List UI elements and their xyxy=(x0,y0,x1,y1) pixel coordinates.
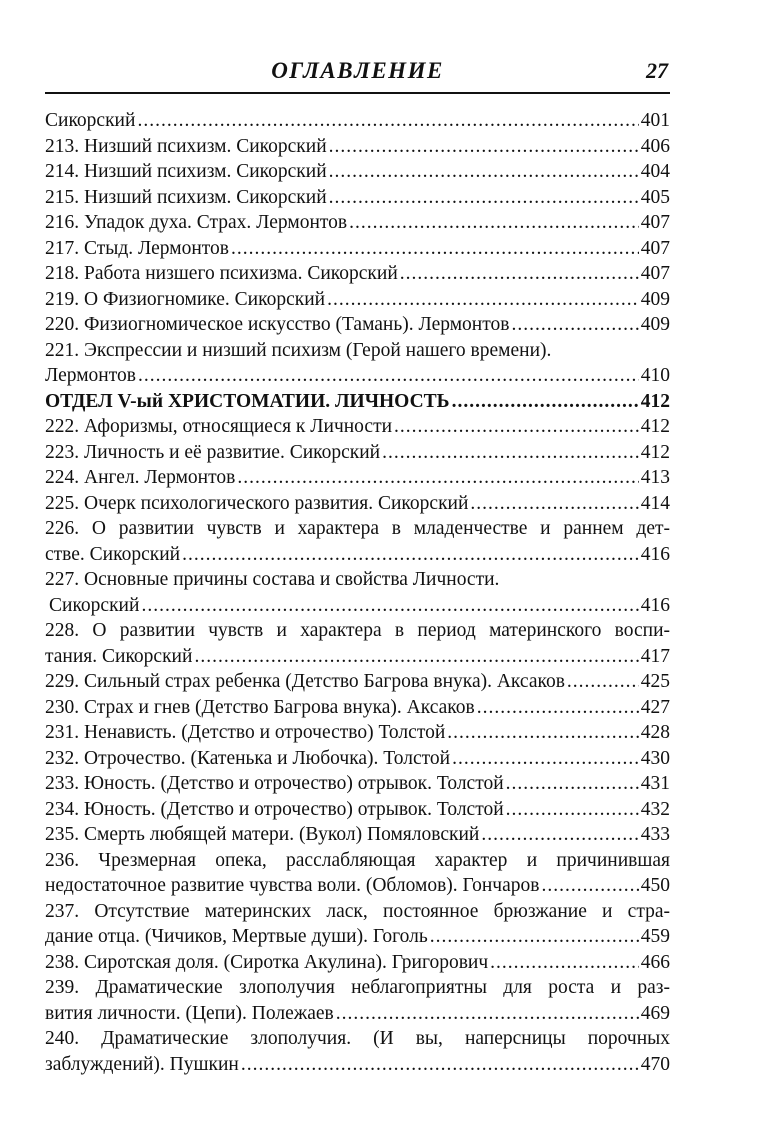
toc-entry-text: 230. Страх и гнев (Детство Багрова внука). Аксаков xyxy=(45,696,475,718)
page-number: 27 xyxy=(646,58,668,83)
toc-entry xyxy=(45,720,670,746)
toc-page-number: 412 xyxy=(640,390,670,412)
toc-entry-text: ОТДЕЛ V-ый ХРИСТОМАТИИ. ЛИЧНОСТЬ xyxy=(45,390,450,412)
toc-entry xyxy=(45,134,670,160)
toc-entry-text: 226. О развитии чувств и характера в младенчестве и раннем дет- xyxy=(45,518,670,539)
toc-entry xyxy=(45,848,670,874)
toc-entry xyxy=(45,899,670,925)
toc-entry xyxy=(45,516,670,542)
toc-entry xyxy=(45,746,670,772)
dot-leader xyxy=(477,695,639,721)
toc-entry-text: 228. О развитии чувств и характера в период материнского воспи- xyxy=(45,620,670,641)
toc-entry xyxy=(45,644,670,670)
toc-entry-text: стве. Сикорский xyxy=(45,543,181,565)
toc-page-number: 466 xyxy=(640,951,670,973)
toc-entry-text: 215. Низший психизм. Сикорский xyxy=(45,186,327,208)
toc-page-number: 406 xyxy=(640,135,670,157)
table-of-contents xyxy=(45,108,670,1077)
dot-leader xyxy=(182,542,639,568)
dot-leader xyxy=(506,771,639,797)
toc-entry-text: 238. Сиротская доля. (Сиротка Акулина). Григорович xyxy=(45,951,489,973)
toc-page-number: 409 xyxy=(640,314,670,335)
toc-page-number: 450 xyxy=(640,875,670,896)
toc-page-number: 427 xyxy=(640,696,670,718)
dot-leader xyxy=(452,389,639,415)
toc-entry-text: 214. Низший психизм. Сикорский xyxy=(45,161,327,182)
toc-entry-text: недостаточное развитие чувства воли. (Обломов). Гончаров xyxy=(45,875,540,896)
toc-entry xyxy=(45,1001,670,1027)
dot-leader xyxy=(506,797,639,823)
toc-entry-text: 224. Ангел. Лермонтов xyxy=(45,467,236,488)
dot-leader xyxy=(400,261,639,287)
toc-entry xyxy=(45,210,670,236)
toc-entry xyxy=(45,1052,670,1078)
toc-entry-text: 232. Отрочество. (Катенька и Любочка). Толстой xyxy=(45,747,451,769)
toc-entry-text: 216. Упадок духа. Страх. Лермонтов xyxy=(45,212,348,233)
toc-page-number: 459 xyxy=(640,926,670,947)
toc-page-number: 469 xyxy=(640,1002,670,1024)
toc-entry-text: Сикорский xyxy=(45,110,136,131)
toc-entry-text: 233. Юность. (Детство и отрочество) отрывок. Толстой xyxy=(45,773,504,794)
toc-entry xyxy=(45,465,670,491)
dot-leader xyxy=(470,491,638,517)
dot-leader xyxy=(447,720,638,746)
toc-page-number: 409 xyxy=(640,288,670,310)
toc-entry-text: 217. Стыд. Лермонтов xyxy=(45,237,229,259)
dot-leader xyxy=(241,1052,639,1078)
toc-entry-text: 221. Экспрессии и низший психизм (Герой нашего времени). xyxy=(45,339,552,361)
toc-entry xyxy=(45,873,670,899)
dot-leader xyxy=(336,1001,639,1027)
header-rule xyxy=(45,92,670,94)
toc-page-number: 413 xyxy=(640,467,670,488)
toc-entry-text: 229. Сильный страх ребенка (Детство Багрова внука). Аксаков xyxy=(45,671,565,692)
toc-page-number: 433 xyxy=(640,824,670,845)
toc-page-number: 416 xyxy=(640,543,670,565)
toc-entry-text: Лермонтов xyxy=(45,365,136,386)
toc-entry-text: 231. Ненависть. (Детство и отрочество) Толстой xyxy=(45,722,446,743)
section-heading xyxy=(45,389,670,415)
toc-page-number: 428 xyxy=(640,722,670,743)
toc-entry xyxy=(45,567,670,593)
dot-leader xyxy=(349,210,639,236)
toc-entry xyxy=(45,950,670,976)
toc-entry xyxy=(45,159,670,185)
toc-entry-text: заблуждений). Пушкин xyxy=(45,1053,239,1075)
dot-leader xyxy=(194,644,638,670)
toc-page-number: 432 xyxy=(640,798,670,820)
toc-entry xyxy=(45,669,670,695)
dot-leader xyxy=(394,414,639,440)
toc-page-number: 431 xyxy=(640,773,670,794)
dot-leader xyxy=(329,159,639,185)
dot-leader xyxy=(327,287,639,313)
toc-entry xyxy=(45,924,670,950)
dot-leader xyxy=(567,669,639,695)
toc-page-number: 412 xyxy=(640,441,670,463)
toc-entry xyxy=(45,363,670,389)
toc-entry xyxy=(45,542,670,568)
toc-entry xyxy=(45,108,670,134)
toc-entry xyxy=(45,797,670,823)
toc-page-number: 425 xyxy=(640,671,670,692)
dot-leader xyxy=(237,465,638,491)
dot-leader xyxy=(138,363,639,389)
dot-leader xyxy=(231,236,639,262)
toc-entry xyxy=(45,771,670,797)
toc-entry xyxy=(45,618,670,644)
toc-page-number: 430 xyxy=(640,747,670,769)
toc-page-number: 407 xyxy=(640,263,670,284)
toc-entry xyxy=(45,287,670,313)
toc-entry-text: 213. Низший психизм. Сикорский xyxy=(45,135,327,157)
toc-entry xyxy=(45,185,670,211)
toc-entry-text: 240. Драматические злополучия. (И вы, наперсницы порочных xyxy=(45,1028,670,1049)
running-title: ОГЛАВЛЕНИЕ xyxy=(271,58,444,83)
toc-page-number: 407 xyxy=(640,212,670,233)
toc-entry xyxy=(45,338,670,364)
toc-entry-text: дание отца. (Чичиков, Мертвые души). Гоголь xyxy=(45,926,428,947)
toc-page-number: 417 xyxy=(640,645,670,667)
toc-page-number: 410 xyxy=(640,365,670,386)
toc-entry xyxy=(45,822,670,848)
toc-page-number: 416 xyxy=(640,594,670,616)
toc-entry-text: 223. Личность и её развитие. Сикорский xyxy=(45,441,381,463)
toc-entry-text: 227. Основные причины состава и свойства Личности. xyxy=(45,569,500,590)
toc-entry-text: 239. Драматические злополучия неблагоприятны для роста и раз- xyxy=(45,977,670,998)
toc-entry xyxy=(45,695,670,721)
dot-leader xyxy=(452,746,639,772)
toc-entry xyxy=(45,414,670,440)
dot-leader xyxy=(382,440,639,466)
toc-entry-text: Сикорский xyxy=(49,594,140,616)
toc-entry-text: 222. Афоризмы, относящиеся к Личности xyxy=(45,416,393,437)
toc-entry-text: тания. Сикорский xyxy=(45,645,193,667)
dot-leader xyxy=(511,312,638,338)
toc-entry-text: 218. Работа низшего психизма. Сикорский xyxy=(45,263,398,284)
toc-entry-text: 237. Отсутствие материнских ласк, постоянное брюзжание и стра- xyxy=(45,900,670,922)
page-header xyxy=(45,58,670,94)
toc-entry xyxy=(45,593,670,619)
toc-page-number: 470 xyxy=(640,1053,670,1075)
toc-entry xyxy=(45,491,670,517)
toc-entry-text: 225. Очерк психологического развития. Сикорский xyxy=(45,492,469,514)
dot-leader xyxy=(141,593,638,619)
dot-leader xyxy=(541,873,638,899)
toc-entry-text: 236. Чрезмерная опека, расслабляющая характер и причинившая xyxy=(45,849,670,871)
toc-page-number: 404 xyxy=(640,161,670,182)
toc-entry xyxy=(45,1026,670,1052)
dot-leader xyxy=(137,108,638,134)
toc-entry xyxy=(45,261,670,287)
toc-page-number: 414 xyxy=(640,492,670,514)
toc-page-number: 412 xyxy=(640,416,670,437)
toc-page-number: 401 xyxy=(640,110,670,131)
dot-leader xyxy=(430,924,639,950)
toc-page-number: 407 xyxy=(640,237,670,259)
dot-leader xyxy=(329,134,639,160)
toc-page-number: 405 xyxy=(640,186,670,208)
dot-leader xyxy=(329,185,639,211)
toc-entry xyxy=(45,440,670,466)
toc-entry-text: 219. О Физиогномике. Сикорский xyxy=(45,288,326,310)
toc-entry xyxy=(45,312,670,338)
dot-leader xyxy=(490,950,639,976)
toc-entry-text: 220. Физиогномическое искусство (Тамань). Лермонтов xyxy=(45,314,510,335)
toc-entry xyxy=(45,975,670,1001)
toc-entry-text: вития личности. (Цепи). Полежаев xyxy=(45,1002,334,1024)
dot-leader xyxy=(481,822,638,848)
toc-entry-text: 235. Смерть любящей матери. (Вукол) Помяловский xyxy=(45,824,480,845)
toc-entry xyxy=(45,236,670,262)
toc-entry-text: 234. Юность. (Детство и отрочество) отрывок. Толстой xyxy=(45,798,504,820)
